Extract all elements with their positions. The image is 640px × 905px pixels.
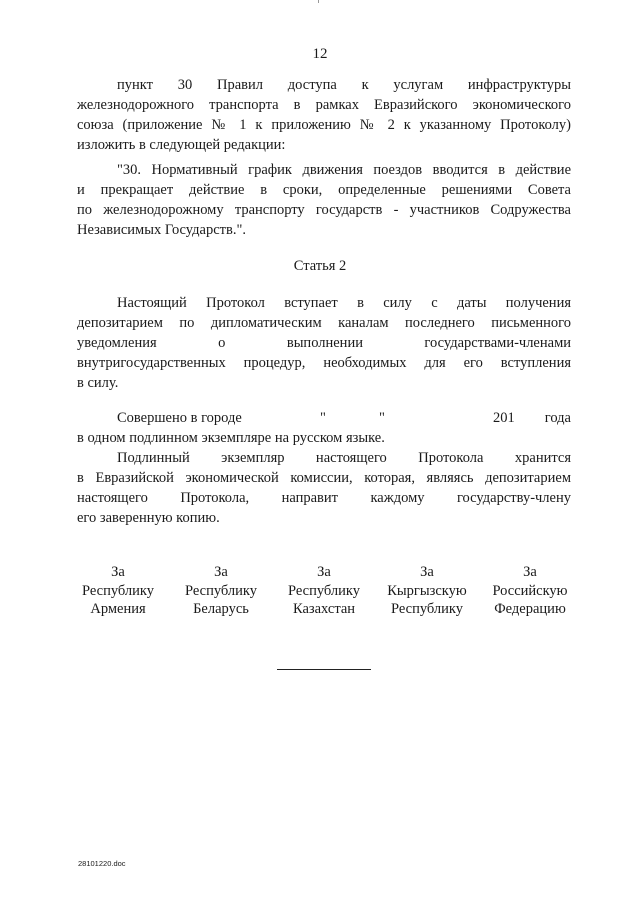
year-prefix: 201: [493, 410, 515, 426]
signature-line: За: [523, 564, 537, 580]
paragraph-line: внутригосударственных процедур, необходимых для его вступления: [77, 355, 571, 371]
paragraph-line: его заверенную копию.: [77, 510, 220, 526]
signature-line: Республику: [390, 601, 464, 617]
signature-line: За: [317, 564, 331, 580]
paragraph-line: изложить в следующей редакции:: [77, 137, 286, 153]
year-word: года: [544, 410, 571, 426]
paragraph-line: союза (приложение № 1 к приложению № 2 к указанному Протоколу): [77, 117, 571, 133]
signature-line: Кыргызскую: [387, 582, 467, 599]
footer-file-code: 28101220.doc: [78, 859, 126, 868]
paragraph-line: Подлинный экземпляр настоящего Протокола хранится: [117, 450, 571, 466]
signature-line: Республику: [81, 582, 155, 599]
signature-line: За: [420, 564, 434, 580]
top-edge-mark: [318, 0, 319, 3]
signature-russia: [480, 563, 580, 619]
signature-belarus: [171, 563, 271, 619]
signature-line: Армения: [90, 601, 146, 617]
signature-line: За: [214, 564, 228, 580]
signature-line: За: [111, 564, 125, 580]
signature-block: [68, 563, 580, 619]
paragraph-line: депозитарием по дипломатическим каналам последнего письменного: [77, 315, 571, 331]
signature-line: Российскую: [492, 582, 568, 599]
article-heading: Статья 2: [293, 258, 347, 274]
end-rule-divider: [277, 669, 371, 670]
paragraph-line: в силу.: [77, 375, 119, 391]
done-at-text: Совершено в городе: [117, 410, 242, 426]
signature-kyrgyzstan: [377, 563, 477, 619]
signature-armenia: [68, 563, 168, 619]
signature-line: Казахстан: [292, 601, 356, 617]
page-number: 12: [312, 46, 328, 62]
paragraph-line: настоящего Протокола, направит каждому государству-члену: [77, 490, 571, 506]
paragraph-line: уведомления о выполнении государствами-членами: [77, 335, 571, 351]
paragraph-line: по железнодорожному транспорту государств - участников Содружества: [77, 202, 571, 218]
paragraph-entry-into-force: [77, 293, 571, 393]
quoted-rule-text: [77, 160, 571, 240]
paragraph-line: и прекращает действие в сроки, определенные решениями Совета: [77, 182, 571, 198]
blank-quote-close: ": [379, 410, 385, 426]
paragraph-depositary: [77, 448, 571, 528]
done-at-line: [77, 408, 571, 428]
paragraph-line: пункт 30 Правил доступа к услугам инфраструктуры: [117, 77, 571, 93]
paragraph-amendment: [77, 75, 571, 155]
signature-line: Беларусь: [193, 601, 249, 617]
paragraph-line: Независимых Государств.".: [77, 222, 246, 238]
signature-line: Республику: [184, 582, 258, 599]
paragraph-line: "30. Нормативный график движения поездов вводится в действие: [117, 162, 571, 178]
signature-line: Федерацию: [494, 601, 566, 617]
signature-line: Республику: [287, 582, 361, 599]
blank-quote-open: ": [320, 410, 326, 426]
paragraph-line: железнодорожного транспорта в рамках Евразийского экономического: [77, 97, 571, 113]
paragraph-line: в одном подлинном экземпляре на русском языке.: [77, 430, 385, 446]
paragraph-line: в Евразийской экономической комиссии, которая, являясь депозитарием: [77, 470, 571, 486]
signature-kazakhstan: [274, 563, 374, 619]
paragraph-line: Настоящий Протокол вступает в силу с даты получения: [117, 295, 571, 311]
done-at-block: [77, 408, 571, 448]
